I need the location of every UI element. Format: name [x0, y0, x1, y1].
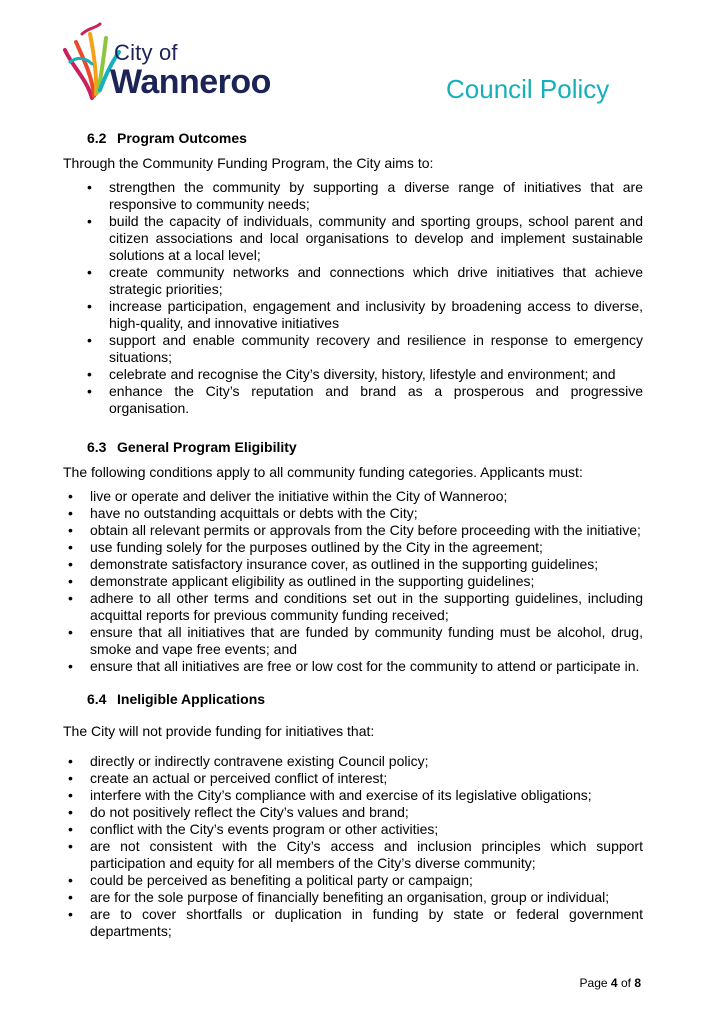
document-type-title: Council Policy	[446, 74, 610, 104]
list-item: • ensure that all initiatives that are funded by community funding must be alcohol, drug, smoke and vape free events; and	[90, 624, 643, 658]
list-item: • have no outstanding acquittals or debts with the City;	[90, 505, 643, 522]
list-item: • increase participation, engagement and inclusivity by broadening access to diverse, high-quality, and innovative initiatives	[109, 298, 643, 332]
eligibility-list	[63, 488, 643, 675]
current-page: 4	[610, 976, 618, 990]
list-item: • demonstrate satisfactory insurance cover, as outlined in the supporting guidelines;	[90, 556, 643, 573]
list-item: • use funding solely for the purposes outlined by the City in the agreement;	[90, 539, 643, 556]
list-item: • are for the sole purpose of financially benefiting an organisation, group or individual;	[90, 889, 643, 906]
section-title: General Program Eligibility	[117, 439, 297, 455]
list-item: • interfere with the City’s compliance with and exercise of its legislative obligations;	[90, 787, 643, 804]
page-of-label: of	[620, 976, 631, 990]
list-item: • create community networks and connections which drive initiatives that achieve strategic priorities;	[109, 264, 643, 298]
ineligible-list	[63, 753, 643, 940]
list-item: • strengthen the community by supporting a diverse range of initiatives that are responsive to community needs;	[109, 179, 643, 213]
section-heading-6-2	[87, 128, 643, 148]
section-number: 6.2	[87, 130, 107, 146]
outcomes-list	[63, 179, 643, 417]
list-item: • build the capacity of individuals, community and sporting groups, school parent and citizen associations and local organisations to develop and implement sustainable solutions at a local level;	[109, 213, 643, 264]
list-item: • ensure that all initiatives are free or low cost for the community to attend or participate in.	[90, 658, 643, 675]
list-item: • enhance the City’s reputation and brand as a prosperous and progressive organisation.	[109, 383, 643, 417]
section-intro: The following conditions apply to all community funding categories. Applicants must:	[63, 464, 583, 480]
list-item: • adhere to all other terms and conditions set out in the supporting guidelines, including acquittal reports for previous community funding received;	[90, 590, 643, 624]
section-title: Program Outcomes	[117, 130, 247, 146]
section-title: Ineligible Applications	[117, 691, 266, 707]
section-heading-6-4	[87, 689, 643, 709]
section-heading-6-3	[87, 437, 643, 457]
logo-text-wanneroo: Wanneroo	[110, 63, 271, 101]
list-item: • celebrate and recognise the City’s diversity, history, lifestyle and environment; and	[109, 366, 643, 383]
list-item: • create an actual or perceived conflict of interest;	[90, 770, 643, 787]
section-intro: Through the Community Funding Program, the City aims to:	[63, 155, 434, 171]
list-item: • obtain all relevant permits or approvals from the City before proceeding with the initiative;	[90, 522, 643, 539]
total-pages: 8	[634, 976, 641, 990]
list-item: • directly or indirectly contravene existing Council policy;	[90, 753, 643, 770]
list-item: • live or operate and deliver the initiative within the City of Wanneroo;	[90, 488, 643, 505]
list-item: • conflict with the City’s events program or other activities;	[90, 821, 643, 838]
list-item: • are not consistent with the City’s access and inclusion principles which support participation and equity for all members of the City’s diverse community;	[90, 838, 643, 872]
list-item: • do not positively reflect the City’s values and brand;	[90, 804, 643, 821]
list-item: • could be perceived as benefiting a political party or campaign;	[90, 872, 643, 889]
list-item: • demonstrate applicant eligibility as outlined in the supporting guidelines;	[90, 573, 643, 590]
section-number: 6.3	[87, 439, 107, 455]
city-of-wanneroo-logo	[62, 20, 302, 102]
list-item: • support and enable community recovery and resilience in response to emergency situations;	[109, 332, 643, 366]
section-intro: The City will not provide funding for initiatives that:	[63, 723, 375, 739]
page-number	[580, 976, 641, 990]
policy-content	[63, 124, 643, 940]
logo-text-city-of: City of	[114, 40, 178, 65]
section-number: 6.4	[87, 691, 107, 707]
page-label: Page	[579, 976, 608, 990]
list-item: • are to cover shortfalls or duplication in funding by state or federal government departments;	[90, 906, 643, 940]
